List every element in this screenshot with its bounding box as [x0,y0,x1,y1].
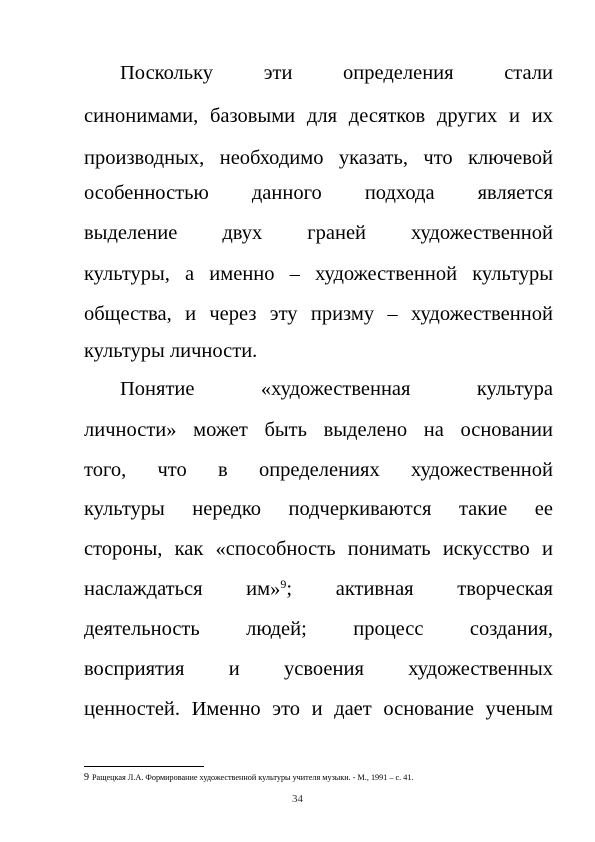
footnote-separator [84,766,204,767]
word: ценностей. [84,698,181,720]
word: может [193,419,248,441]
word: других [436,105,498,127]
word: основании [460,419,553,441]
text-line [84,616,553,642]
text-line [84,301,553,327]
word: Понятие [120,378,195,400]
word: как [174,538,204,560]
word: граней [307,222,367,244]
word: подхода [364,182,435,204]
word: того, [84,459,127,481]
word: основание [383,698,474,720]
word: через [209,303,257,325]
text-line [84,145,553,171]
word: «художественная [260,378,411,400]
word: выделено [323,419,408,441]
word: производных, [84,147,205,169]
word: что [423,147,453,169]
word: личности» [84,419,177,441]
text-line [84,457,553,483]
word: данного [251,182,322,204]
word: необходимо [219,147,324,169]
word: призму [310,303,375,325]
word: на [423,419,444,441]
word: определения [343,62,454,84]
footnote-reference[interactable]: 9 [280,577,287,591]
word: Именно [191,698,261,720]
word: указать, [338,147,408,169]
word: художественной [411,459,553,481]
page-number: 34 [292,793,303,805]
word: культуры [84,498,165,520]
word: культуры [472,263,553,285]
word: процесс [353,618,424,640]
word: подчеркиваются [288,498,432,520]
word: им» [246,578,281,600]
word: активная [335,578,414,600]
word: и [228,658,240,680]
word: особенностью [84,182,209,204]
word: ее [534,498,553,520]
word: что [157,459,187,481]
word: создания, [469,618,553,640]
word: базовыми [210,105,296,127]
word: культура [476,378,553,400]
text-line [120,376,553,402]
word: десятков [348,105,426,127]
word: именно [209,263,275,285]
word: выделение [84,222,178,244]
punctuation: ; [286,578,293,600]
word: для [306,105,338,127]
word: это [272,698,301,720]
word: культуры, [84,263,170,285]
word: художественной [315,263,458,285]
word: и [185,303,197,325]
word: и [541,538,553,560]
word: искусство [442,538,530,560]
word: общества, [84,303,172,325]
word: ученым [485,698,553,720]
text-line [84,536,553,562]
word: понимать [347,538,431,560]
word: и [311,698,323,720]
footnote [84,772,413,784]
word: личности. [169,340,258,362]
word: двух [222,222,263,244]
word: восприятия [84,658,185,680]
word: людей; [246,618,307,640]
text-line [84,696,553,722]
word: наслаждаться [84,578,203,600]
word: стороны, [84,538,163,560]
word: стали [504,62,553,84]
text-line [84,496,553,522]
word: – [387,303,398,325]
text-line [120,60,553,86]
word: художественной [410,303,553,325]
text-line [84,576,553,602]
footnote-text: Ращецкая Л.А. Формирование художественной культуры учителя музыки. - М., 1991 – с. 41. [92,773,414,782]
word: художественных [408,658,553,680]
word: художественной [411,222,553,244]
word: такие [458,498,508,520]
word: быть [264,419,307,441]
word: а [185,263,195,285]
word: эту [269,303,298,325]
word: «способность [215,538,336,560]
word: в [218,459,228,481]
word: нередко [192,498,262,520]
text-line [84,656,553,682]
word: деятельность [84,618,200,640]
text-line [84,220,553,246]
word: определениях [258,459,380,481]
word: усвоения [284,658,364,680]
word: культуры [84,340,165,362]
word: ключевой [468,147,553,169]
text-line [84,417,553,443]
word-with-footnote [246,576,292,602]
word: дает [334,698,372,720]
word: эти [263,62,293,84]
footnote-number: 9 [84,772,89,783]
word: Поскольку [120,62,214,84]
word: и [508,105,520,127]
word: творческая [457,578,553,600]
text-line [84,103,553,129]
word: – [289,263,300,285]
text-line [84,180,553,206]
word: синонимами, [84,105,199,127]
text-line [84,338,553,364]
text-line [84,261,553,287]
word: их [531,105,553,127]
word: является [477,182,553,204]
